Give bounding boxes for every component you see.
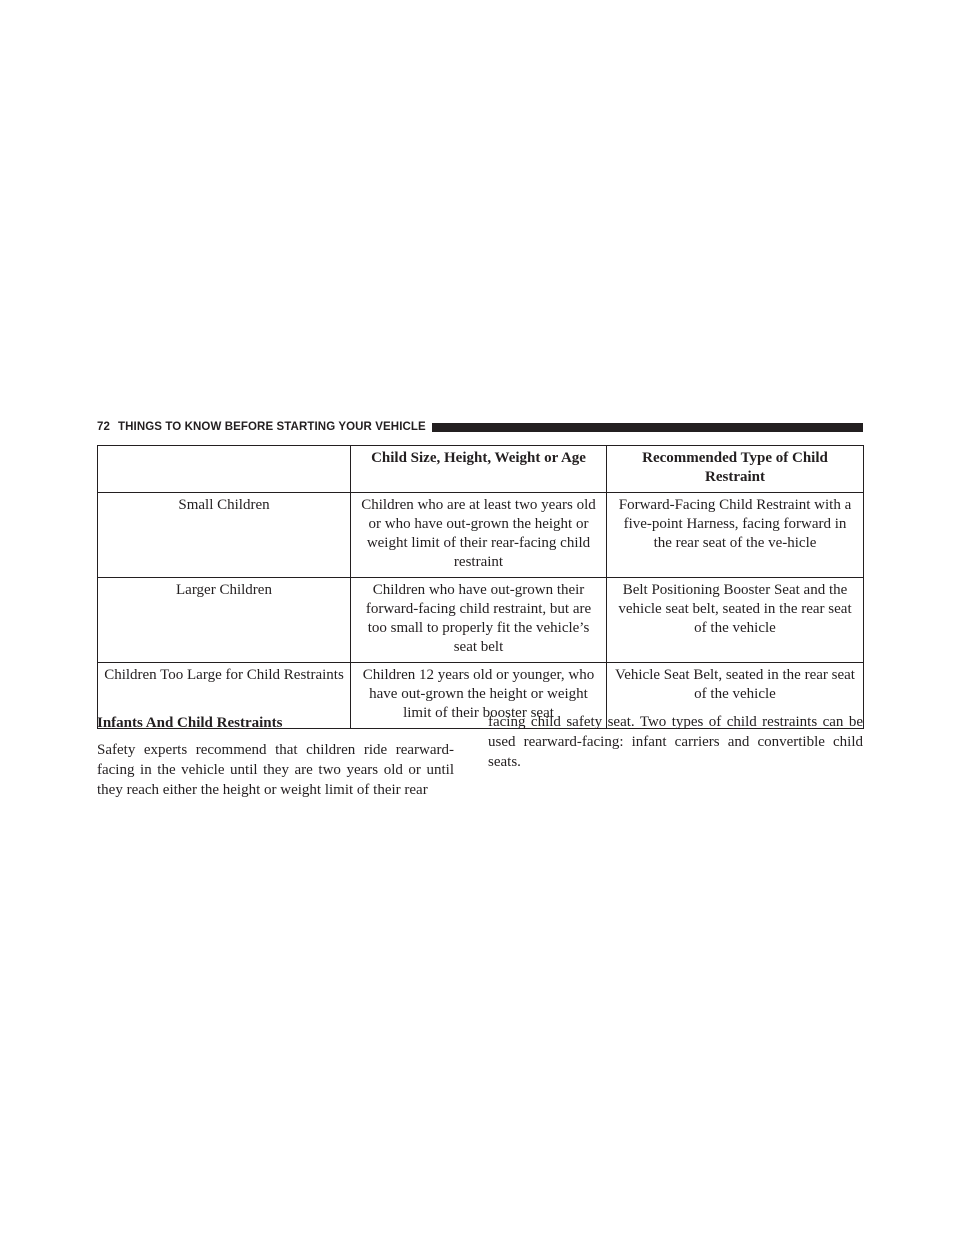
section-heading: Infants And Child Restraints: [97, 715, 283, 731]
table-cell: Children 12 years old or younger, who have out-grown the height or weight limit of their booster seat: [351, 663, 607, 729]
table-cell: Children who have out-grown their forward-facing child restraint, but are too small to properly fit the vehicle’s seat belt: [351, 578, 607, 663]
table-cell: Vehicle Seat Belt, seated in the rear seat of the vehicle: [607, 663, 864, 729]
page-number: 72: [97, 421, 110, 433]
table-cell: Larger Children: [98, 578, 351, 663]
table-cell: Children Too Large for Child Restraints: [98, 663, 351, 729]
table-cell: Belt Positioning Booster Seat and the vehicle seat belt, seated in the rear seat of the vehicle: [607, 578, 864, 663]
column-header-restraint-type: Recommended Type of Child Restraint: [607, 446, 864, 493]
body-paragraph-left: Safety experts recommend that children ride rearward-facing in the vehicle until they are two years old or until they reach either the height or weight limit of their rear: [97, 742, 454, 798]
table-cell: Forward-Facing Child Restraint with a five-point Harness, facing forward in the rear seat of the ve-hicle: [607, 493, 864, 578]
table-cell: Children who are at least two years old or who have out-grown the height or weight limit of their rear-facing child restraint: [351, 493, 607, 578]
table-cell: Small Children: [98, 493, 351, 578]
table-row: [98, 493, 864, 578]
child-restraint-table: [97, 445, 864, 729]
column-header-category: [98, 446, 351, 493]
table-header-row: [98, 446, 864, 493]
table-row: [98, 578, 864, 663]
column-header-size: Child Size, Height, Weight or Age: [351, 446, 607, 493]
section-title: THINGS TO KNOW BEFORE STARTING YOUR VEHICLE: [118, 421, 426, 433]
header-rule: [432, 423, 863, 432]
body-paragraph-right: facing child safety seat. Two types of child restraints can be used rearward-facing: infant carriers and convertible child seats.: [488, 714, 863, 770]
page-header: [97, 419, 863, 435]
